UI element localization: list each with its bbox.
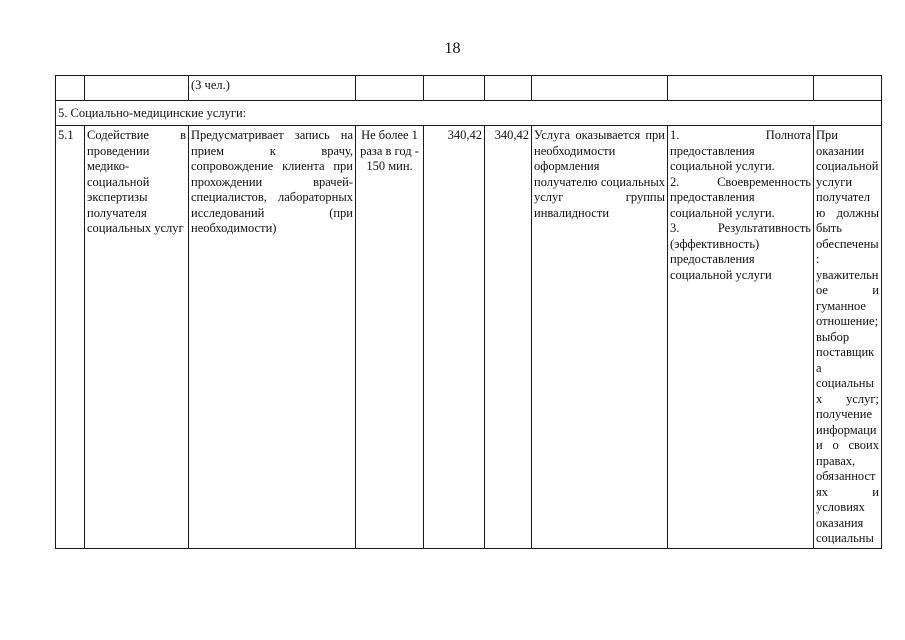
cell-empty bbox=[668, 76, 814, 101]
service-name: Содействие в проведении медико-социальной экспертизы получателя социальных услуг bbox=[85, 126, 189, 549]
indicator-item: 1. Полнота предоставления социальной услуги. bbox=[670, 128, 811, 173]
section-title: 5. Социально-медицинские услуги: bbox=[56, 101, 882, 126]
service-description: Предусматривает запись на прием к врачу, сопровождение клиента при прохождении врачей-специалистов, лабораторных исследований (при необходимости) bbox=[189, 126, 356, 549]
indicator-item: 2. Своевременность предоставления социальной услуги. bbox=[670, 174, 811, 220]
page-number: 18 bbox=[444, 40, 461, 57]
table-row-carryover bbox=[56, 76, 882, 101]
cell-empty bbox=[485, 76, 532, 101]
service-number: 5.1 bbox=[56, 126, 85, 549]
services-table bbox=[55, 75, 882, 549]
service-tariff-1: 340,42 bbox=[424, 126, 485, 549]
table-row-section bbox=[56, 101, 882, 126]
indicator-item: 3. Результативность (эффективность) предоставления социальной услуги bbox=[670, 221, 811, 282]
cell-empty bbox=[532, 76, 668, 101]
table-row-service bbox=[56, 126, 882, 549]
cell-carry-text: (3 чел.) bbox=[189, 76, 356, 101]
service-conditions: Услуга оказывается при необходимости оформления получателю социальных услуг группы инвалидности bbox=[532, 126, 668, 549]
service-quality-indicators bbox=[668, 126, 814, 549]
cell-empty bbox=[814, 76, 882, 101]
cell-empty bbox=[356, 76, 424, 101]
service-tariff-2: 340,42 bbox=[485, 126, 532, 549]
service-requirements: При оказании социальной услуги получателю должны быть обеспечены: уважительное и гуманное отношение; выбор поставщика социальных услуг; получение информации о своих правах, обязанностях и условиях оказания социальны bbox=[814, 126, 882, 549]
cell-empty bbox=[424, 76, 485, 101]
cell-empty bbox=[85, 76, 189, 101]
service-volume: Не более 1 раза в год - 150 мин. bbox=[356, 126, 424, 549]
cell-empty bbox=[56, 76, 85, 101]
